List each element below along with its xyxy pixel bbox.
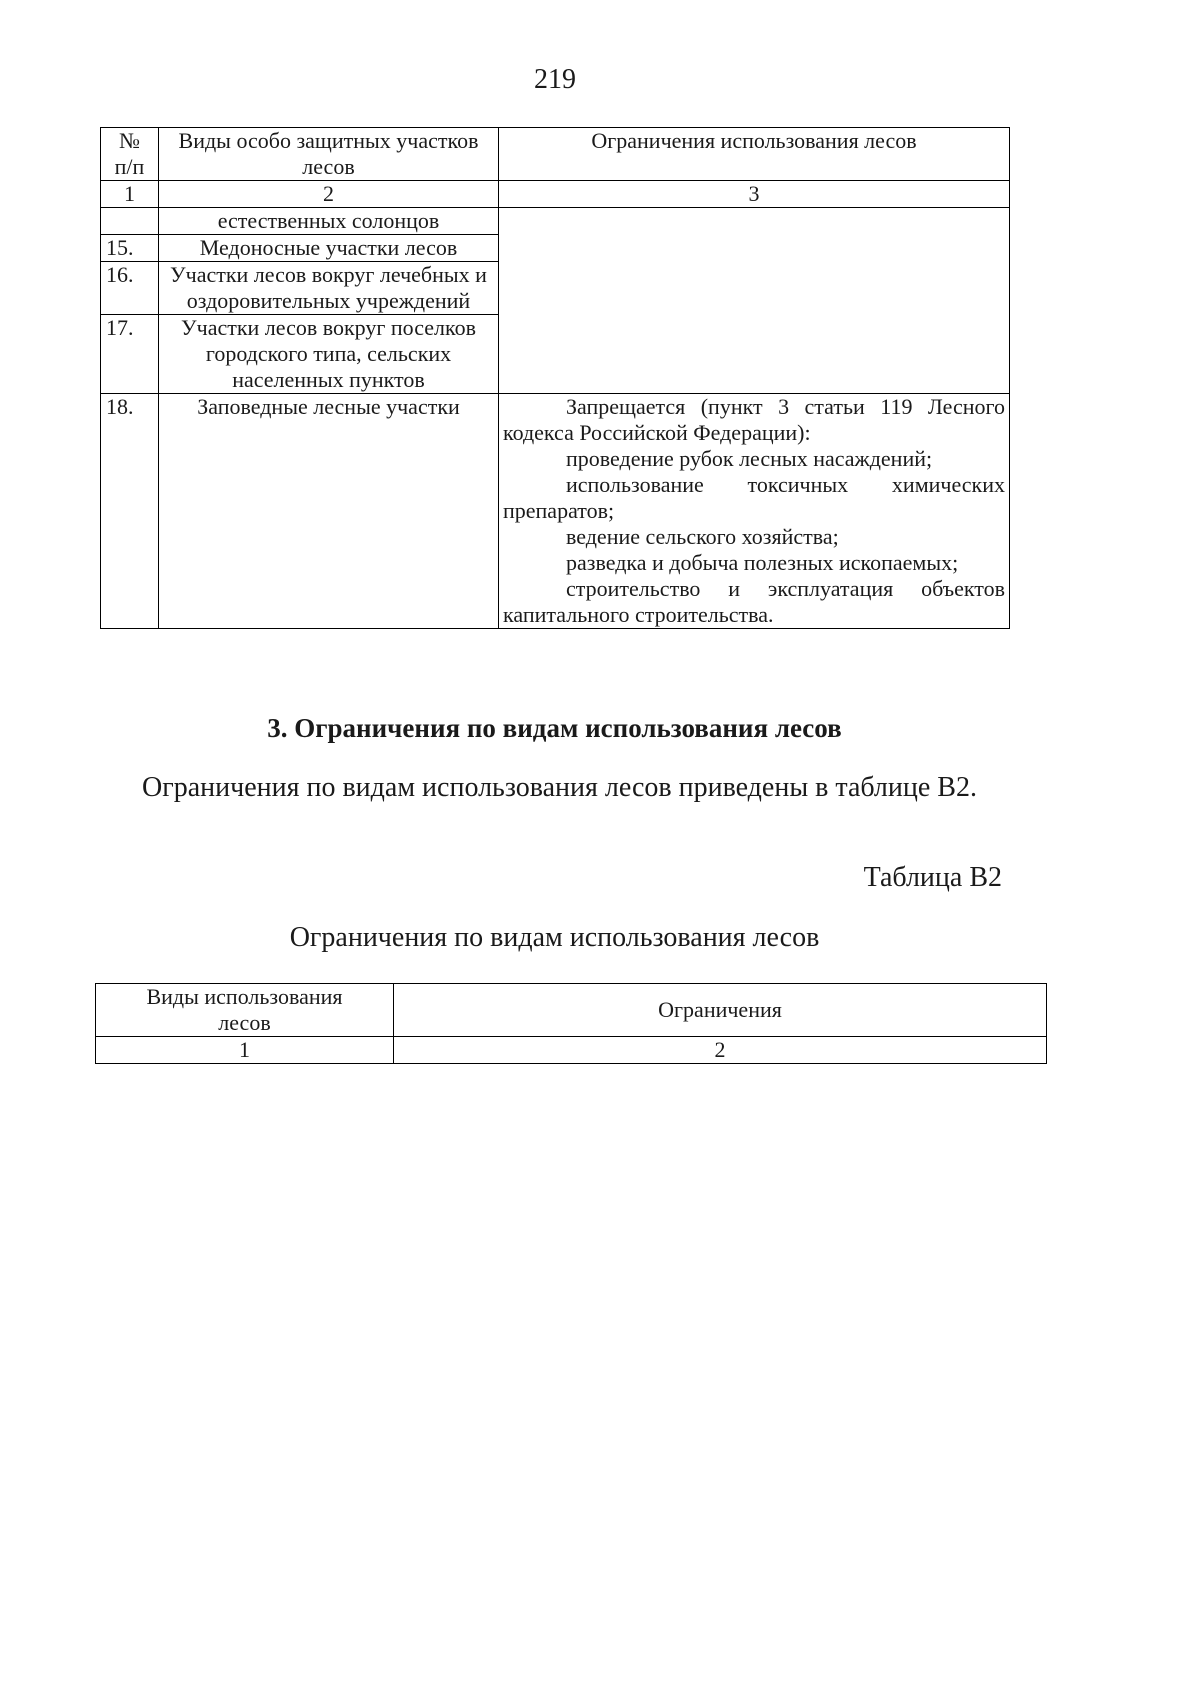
restriction-line: использование токсичных химических: [566, 472, 1005, 497]
row-type-line: Участки лесов вокруг поселков: [181, 315, 476, 340]
restriction-line: препаратов;: [503, 498, 615, 523]
restriction-line: капитального строительства.: [503, 602, 774, 627]
column-numbers-row: [96, 1037, 1047, 1064]
column-number: 2: [394, 1037, 1047, 1064]
header-number-line: №: [119, 128, 140, 153]
row-type-cell: [159, 315, 499, 394]
header-use-line: Виды использования: [146, 984, 343, 1009]
column-number: 1: [101, 181, 159, 208]
row-type-cell: [159, 394, 499, 629]
header-number-cell: [101, 128, 159, 181]
header-restrictions-line: Ограничения использования лесов: [591, 128, 917, 153]
table-row: [101, 208, 1010, 235]
restriction-line: Запрещается (пункт 3 статьи 119 Лесного: [566, 394, 1005, 419]
protective-areas-table: [100, 127, 1010, 629]
row-type-line: Заповедные лесные участки: [197, 394, 460, 419]
page-number: 219: [534, 64, 576, 95]
section-heading: 3. Ограничения по видам использования лесов: [267, 713, 842, 743]
forest-use-restrictions-table: [95, 983, 1047, 1064]
row-restrictions-cell: [499, 394, 1010, 629]
section-paragraph: Ограничения по видам использования лесов приведены в таблице В2.: [142, 772, 977, 803]
header-type-line: лесов: [302, 154, 355, 179]
header-number-line: п/п: [114, 154, 145, 179]
table-header-row: [96, 984, 1047, 1037]
row-number-cell: 18.: [101, 394, 159, 629]
row-type-line: естественных солонцов: [217, 208, 440, 233]
row-type-cell: [159, 208, 499, 235]
column-number: 1: [96, 1037, 394, 1064]
table-label: Таблица В2: [863, 862, 1002, 893]
column-number: 3: [499, 181, 1010, 208]
restriction-line: строительство и эксплуатация объектов: [566, 576, 1005, 601]
row-number-cell: [101, 208, 159, 235]
column-numbers-row: [101, 181, 1010, 208]
restriction-line: проведение рубок лесных насаждений;: [566, 446, 933, 471]
header-restrictions-cell: Ограничения: [394, 984, 1047, 1037]
row-type-cell: [159, 262, 499, 315]
row-type-line: Медоносные участки лесов: [199, 235, 458, 260]
restriction-line: ведение сельского хозяйства;: [566, 524, 839, 549]
header-use-line: лесов: [218, 1010, 271, 1035]
header-type-cell: [159, 128, 499, 181]
restriction-line: кодекса Российской Федерации):: [503, 420, 811, 445]
row-number-cell: 17.: [101, 315, 159, 394]
restriction-line: разведка и добыча полезных ископаемых;: [566, 550, 959, 575]
row-number-cell: 15.: [101, 235, 159, 262]
row-type-line: населенных пунктов: [232, 367, 425, 392]
header-use-cell: [96, 984, 394, 1037]
table-header-row: [101, 128, 1010, 181]
row-type-line: Участки лесов вокруг лечебных и: [170, 262, 487, 287]
header-type-line: Виды особо защитных участков: [178, 128, 479, 153]
column-number: 2: [159, 181, 499, 208]
row-type-line: городского типа, сельских: [205, 341, 452, 366]
row-number-cell: 16.: [101, 262, 159, 315]
row-type-cell: [159, 235, 499, 262]
row-type-line: оздоровительных учреждений: [186, 288, 471, 313]
header-restrictions-cell: [499, 128, 1010, 181]
row-restrictions-cell-empty: [499, 208, 1010, 394]
table-caption: Ограничения по видам использования лесов: [289, 922, 820, 953]
table-row: [101, 394, 1010, 629]
